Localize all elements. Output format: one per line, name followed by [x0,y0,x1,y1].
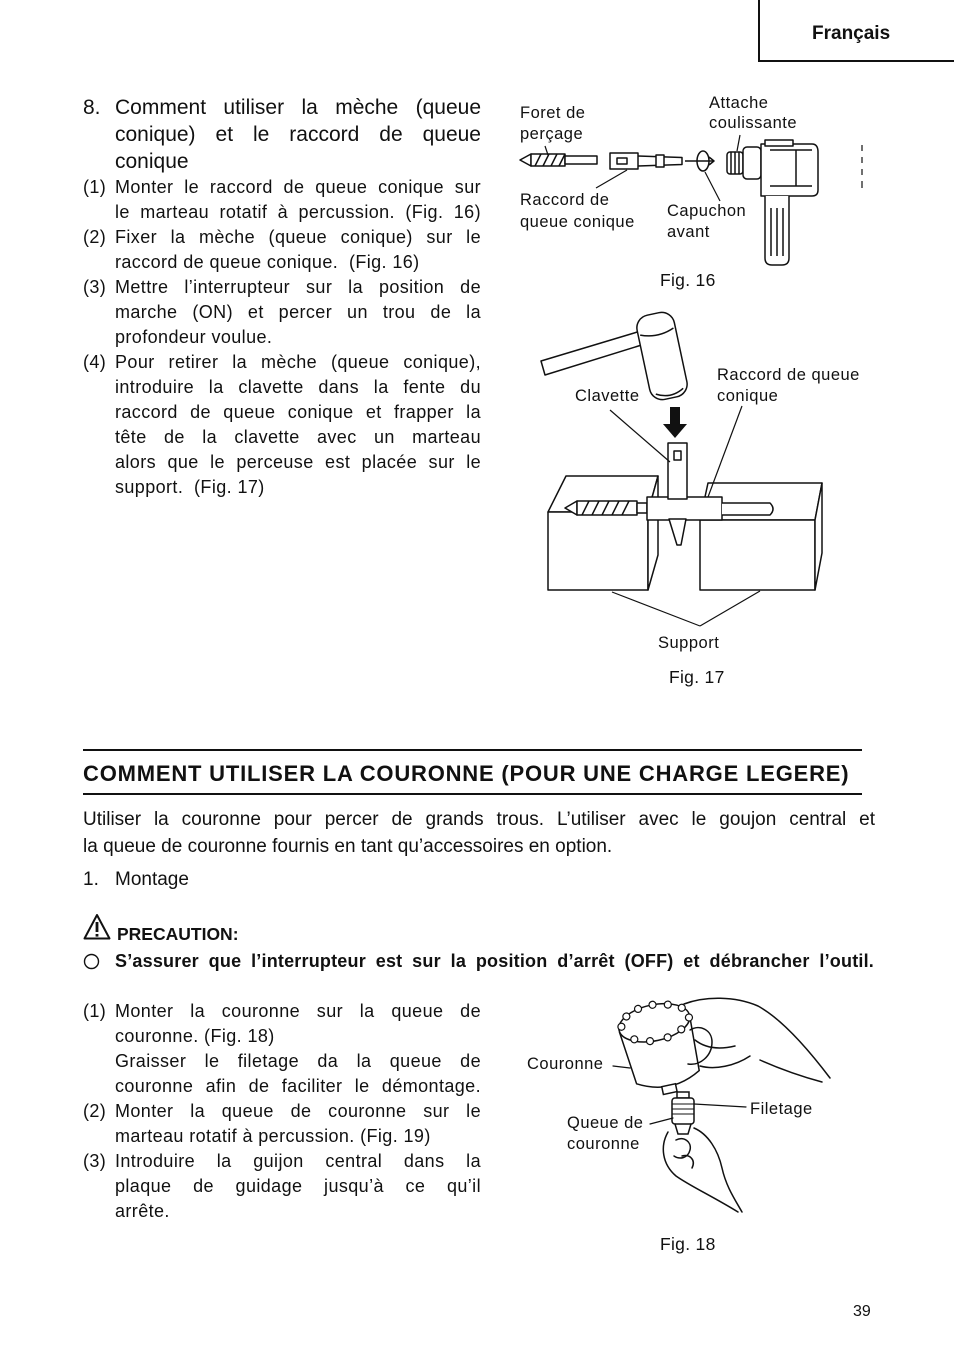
section8-item-number: (3) [83,277,107,297]
fig17-label-raccord: Raccord de queue [717,366,860,384]
fig17-drawing [541,310,822,626]
section8-item-line: raccord de queue conique. (Fig. 16) [115,252,420,272]
section8-title-line-2: conique) et le raccord de queue [115,123,481,146]
fig18-label-queue: Queue de [567,1114,644,1132]
core-bit [614,994,707,1101]
section8-item-line: Fixer la mèche (queue conique) sur le [115,227,481,247]
upper-hand [684,998,830,1082]
left-support-block [548,476,658,590]
couronne-item-line: Graisser le filetage da la queue de [115,1051,481,1071]
couronne-item-number: (3) [83,1151,107,1171]
couronne-item-line: plaque de guidage jusqu’à ce qu’il [115,1176,481,1196]
fig16-label-capuchon: Capuchon [667,202,747,220]
section8-item-line: Pour retirer la mèche (queue conique), [115,352,481,372]
section8-item-line: le marteau rotatif à percussion. (Fig. 16) [115,202,481,222]
fig18-label-queue: couronne [567,1135,640,1153]
section8-title-line-1: Comment utiliser la mèche (queue [115,96,481,119]
taper-shank-adapter [610,153,682,169]
section8-title-line-3: conique [115,150,189,173]
fig17-label-support: Support [658,634,720,652]
section8-item-line: support. (Fig. 17) [115,477,265,497]
heading-rule-top [83,749,862,751]
couronne-item-line: Monter la queue de couronne sur le [115,1101,481,1121]
fig17-label-raccord: conique [717,387,779,405]
section8-item-number: (1) [83,177,107,197]
front-cap [685,151,714,171]
caution-title: PRECAUTION: [117,924,239,944]
fig16-label-raccord: queue conique [520,213,635,231]
section8-item-line: marche (ON) et percer un trou de la [115,302,481,322]
couronne-item-number: (1) [83,1001,107,1021]
wedge-key [668,443,687,545]
section8-item-number: (2) [83,227,107,247]
caution-text: S’assurer que l’interrupteur est sur la position d’arrêt (OFF) et débrancher l’outil. [115,951,874,971]
intro-line-1: Utiliser la couronne pour percer de grands trous. L’utiliser avec le goujon central et [83,809,875,830]
step-number: 1. [83,869,99,890]
section-heading: COMMENT UTILISER LA COURONNE (POUR UNE CHARGE LEGERE) [83,761,850,786]
couronne-item-line: Monter la couronne sur la queue de [115,1001,481,1021]
section8-item-line: alors que le perceuse est placée sur le [115,452,481,472]
section8-item-line: Mettre l’interrupteur sur la position de [115,277,481,297]
circle-bullet-icon [83,953,100,970]
fig17-label-clavette: Clavette [575,387,640,405]
fig16-label-foret: perçage [520,125,584,143]
fig16-label-capuchon: avant [667,223,710,241]
fig18-label-filetage: Filetage [750,1100,813,1118]
core-bit-shank [672,1092,694,1134]
couronne-item-line: arrête. [115,1201,170,1221]
fig16-caption: Fig. 16 [660,270,716,290]
down-arrow-icon [663,407,687,438]
section8-item-line: tête de la clavette avec un marteau [115,427,481,447]
fig16-label-foret: Foret de [520,104,586,122]
lower-hand [663,1128,742,1212]
fig18-caption: Fig. 18 [660,1234,716,1254]
drill-bit-on-support [565,501,647,515]
couronne-item-line: Introduire la guijon central dans la [115,1151,481,1171]
fig18-label-couronne: Couronne [527,1055,604,1073]
rotary-hammer [727,140,862,265]
section8-item-line: raccord de queue conique et frapper la [115,402,481,422]
section8-item-line: introduire la clavette dans la fente du [115,377,481,397]
section8-number: 8. [83,96,101,119]
drill-bit [520,154,597,166]
couronne-item-line: couronne. (Fig. 18) [115,1026,275,1046]
section8-item-line: profondeur voulue. [115,327,273,347]
page-number: 39 [853,1303,871,1320]
fig16-label-raccord: Raccord de [520,191,610,209]
fig16-label-attache: coulissante [709,114,798,132]
fig17-caption: Fig. 17 [669,667,725,687]
couronne-item-number: (2) [83,1101,107,1121]
intro-line-2: la queue de couronne fournis en tant qu’accessoires en option. [83,836,613,857]
warning-triangle-icon [83,913,111,941]
section8-item-line: Monter le raccord de queue conique sur [115,177,481,197]
couronne-item-line: couronne afin de faciliter le démontage. [115,1076,481,1096]
language-tab-label: Français [812,23,891,44]
heading-rule-bottom [83,793,862,795]
step-label: Montage [115,869,189,890]
section8-item-number: (4) [83,352,107,372]
couronne-item-line: marteau rotatif à percussion. (Fig. 19) [115,1126,431,1146]
fig16-label-attache: Attache [709,94,769,112]
